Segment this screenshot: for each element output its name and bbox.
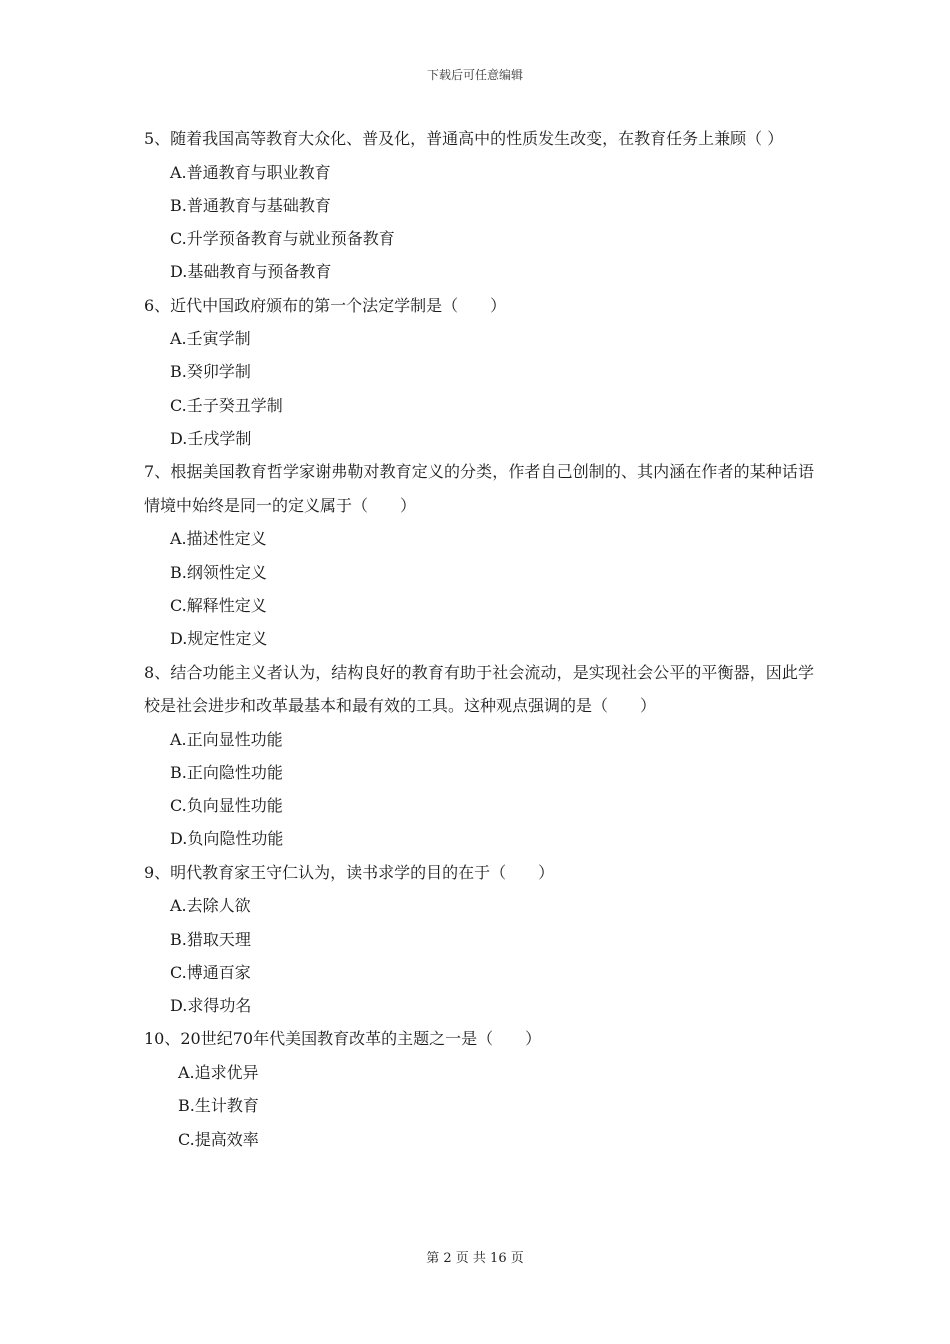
option-d: D.负向隐性功能 bbox=[170, 829, 284, 849]
option-b: B.纲领性定义 bbox=[170, 562, 267, 582]
option-a: A.正向显性功能 bbox=[170, 729, 283, 749]
question-list bbox=[144, 122, 814, 1156]
option-c: C.提高效率 bbox=[178, 1129, 259, 1149]
question-stem: 8、结合功能主义者认为，结构良好的教育有助于社会流动，是实现社会公平的平衡器，因此学校是社会进步和改革最基本和最有效的工具。这种观点强调的是（ ） bbox=[144, 662, 814, 716]
option-d: D.求得功名 bbox=[170, 996, 252, 1016]
option-b: B.普通教育与基础教育 bbox=[170, 195, 331, 215]
question-6 bbox=[144, 289, 814, 456]
question-9 bbox=[144, 856, 814, 1023]
option-a: A.描述性定义 bbox=[170, 529, 267, 549]
page-header: 下载后可任意编辑 bbox=[426, 68, 523, 82]
option-b: B.癸卯学制 bbox=[170, 362, 251, 382]
option-c: C.博通百家 bbox=[170, 962, 251, 982]
option-c: C.负向显性功能 bbox=[170, 796, 283, 816]
option-c: C.升学预备教育与就业预备教育 bbox=[170, 229, 395, 249]
question-stem: 7、根据美国教育哲学家谢弗勒对教育定义的分类，作者自己创制的、其内涵在作者的某种话语情境中始终是同一的定义属于（ ） bbox=[144, 462, 814, 515]
option-a: A.追求优异 bbox=[178, 1062, 259, 1082]
question-stem: 5、随着我国高等教育大众化、普及化，普通高中的性质发生改变，在教育任务上兼顾（ ） bbox=[144, 129, 784, 148]
option-b: B.猎取天理 bbox=[170, 929, 251, 949]
option-d: D.基础教育与预备教育 bbox=[170, 262, 332, 282]
option-a: A.壬寅学制 bbox=[170, 329, 251, 349]
question-stem: 9、明代教育家王守仁认为，读书求学的目的在于（ ） bbox=[144, 862, 555, 882]
option-d: D.壬戌学制 bbox=[170, 429, 252, 449]
option-b: B.生计教育 bbox=[178, 1096, 259, 1116]
question-8 bbox=[144, 656, 814, 856]
option-a: A.普通教育与职业教育 bbox=[170, 162, 331, 182]
question-10 bbox=[144, 1022, 814, 1155]
question-stem: 6、近代中国政府颁布的第一个法定学制是（ ） bbox=[144, 295, 507, 315]
option-d: D.规定性定义 bbox=[170, 629, 268, 649]
option-b: B.正向隐性功能 bbox=[170, 762, 283, 782]
page-footer: 第 2 页 共 16 页 bbox=[426, 1251, 524, 1266]
option-c: C.解释性定义 bbox=[170, 595, 267, 615]
question-stem: 10、20世纪70年代美国教育改革的主题之一是（ ） bbox=[144, 1029, 542, 1049]
option-a: A.去除人欲 bbox=[170, 896, 251, 916]
question-5 bbox=[144, 122, 814, 289]
question-7 bbox=[144, 455, 814, 655]
option-c: C.壬子癸丑学制 bbox=[170, 395, 283, 415]
